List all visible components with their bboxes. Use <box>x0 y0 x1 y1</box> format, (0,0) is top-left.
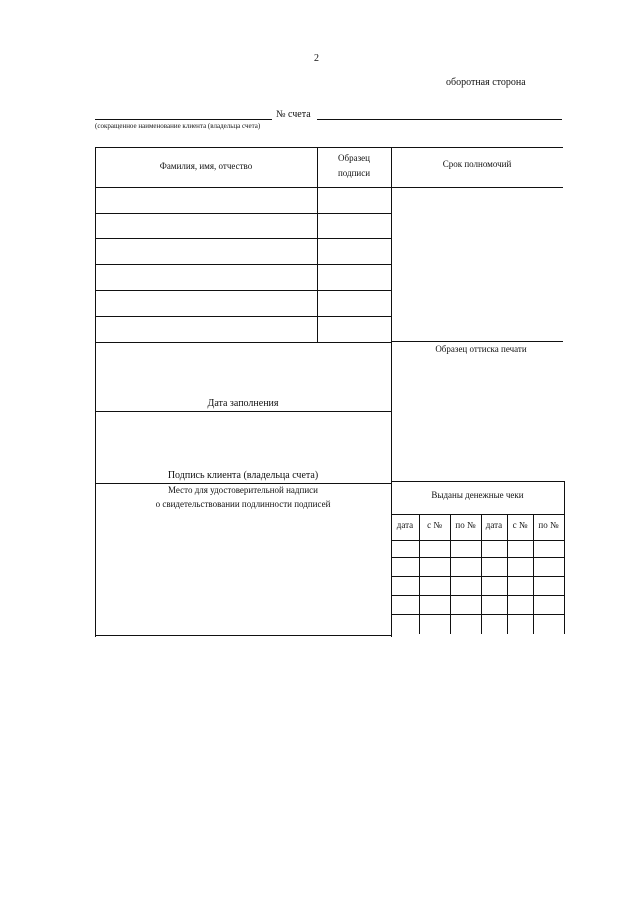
cheques-col-date-2: дата <box>485 520 503 530</box>
account-number-label: № счета <box>276 109 311 120</box>
client-signature-label: Подпись клиента (владельца счета) <box>167 470 319 481</box>
table-row[interactable] <box>96 265 390 289</box>
cheques-col-to-1: по № <box>455 520 476 530</box>
client-name-line <box>95 119 272 120</box>
col-sample-header-line2: подписи <box>337 168 371 178</box>
stamp-field[interactable] <box>392 358 562 480</box>
page-number: 2 <box>314 53 319 64</box>
page-side-label: оборотная сторона <box>446 77 526 88</box>
table-row[interactable] <box>96 239 390 263</box>
term-field[interactable] <box>392 188 562 340</box>
col-name-header: Фамилия, имя, отчество <box>159 161 253 171</box>
fill-date-label: Дата заполнения <box>207 398 279 409</box>
certification-field[interactable] <box>96 514 390 634</box>
cheques-title: Выданы денежные чеки <box>431 490 524 500</box>
cheques-col-to-2: по № <box>538 520 559 530</box>
certification-line1: Место для удостоверительной надписи <box>168 485 318 495</box>
certification-line2: о свидетельствовании подлинности подписей <box>155 499 331 509</box>
table-row[interactable] <box>96 188 390 212</box>
account-number-line <box>317 119 562 120</box>
table-row[interactable] <box>96 214 390 237</box>
table-row[interactable] <box>96 317 390 341</box>
client-signature-field[interactable] <box>96 412 390 469</box>
stamp-sample-label: Образец оттиска печати <box>435 344 527 354</box>
col-sample-header-line1: Образец <box>338 153 370 163</box>
cheques-col-from-1: с № <box>427 520 442 530</box>
cheques-col-from-2: с № <box>512 520 528 530</box>
cheques-col-date-1: дата <box>396 520 414 530</box>
col-term-header: Срок полномочий <box>442 159 512 169</box>
client-name-caption: (сокращенное наименование клиента (владельца счета) <box>95 122 261 130</box>
table-row[interactable] <box>96 291 390 315</box>
